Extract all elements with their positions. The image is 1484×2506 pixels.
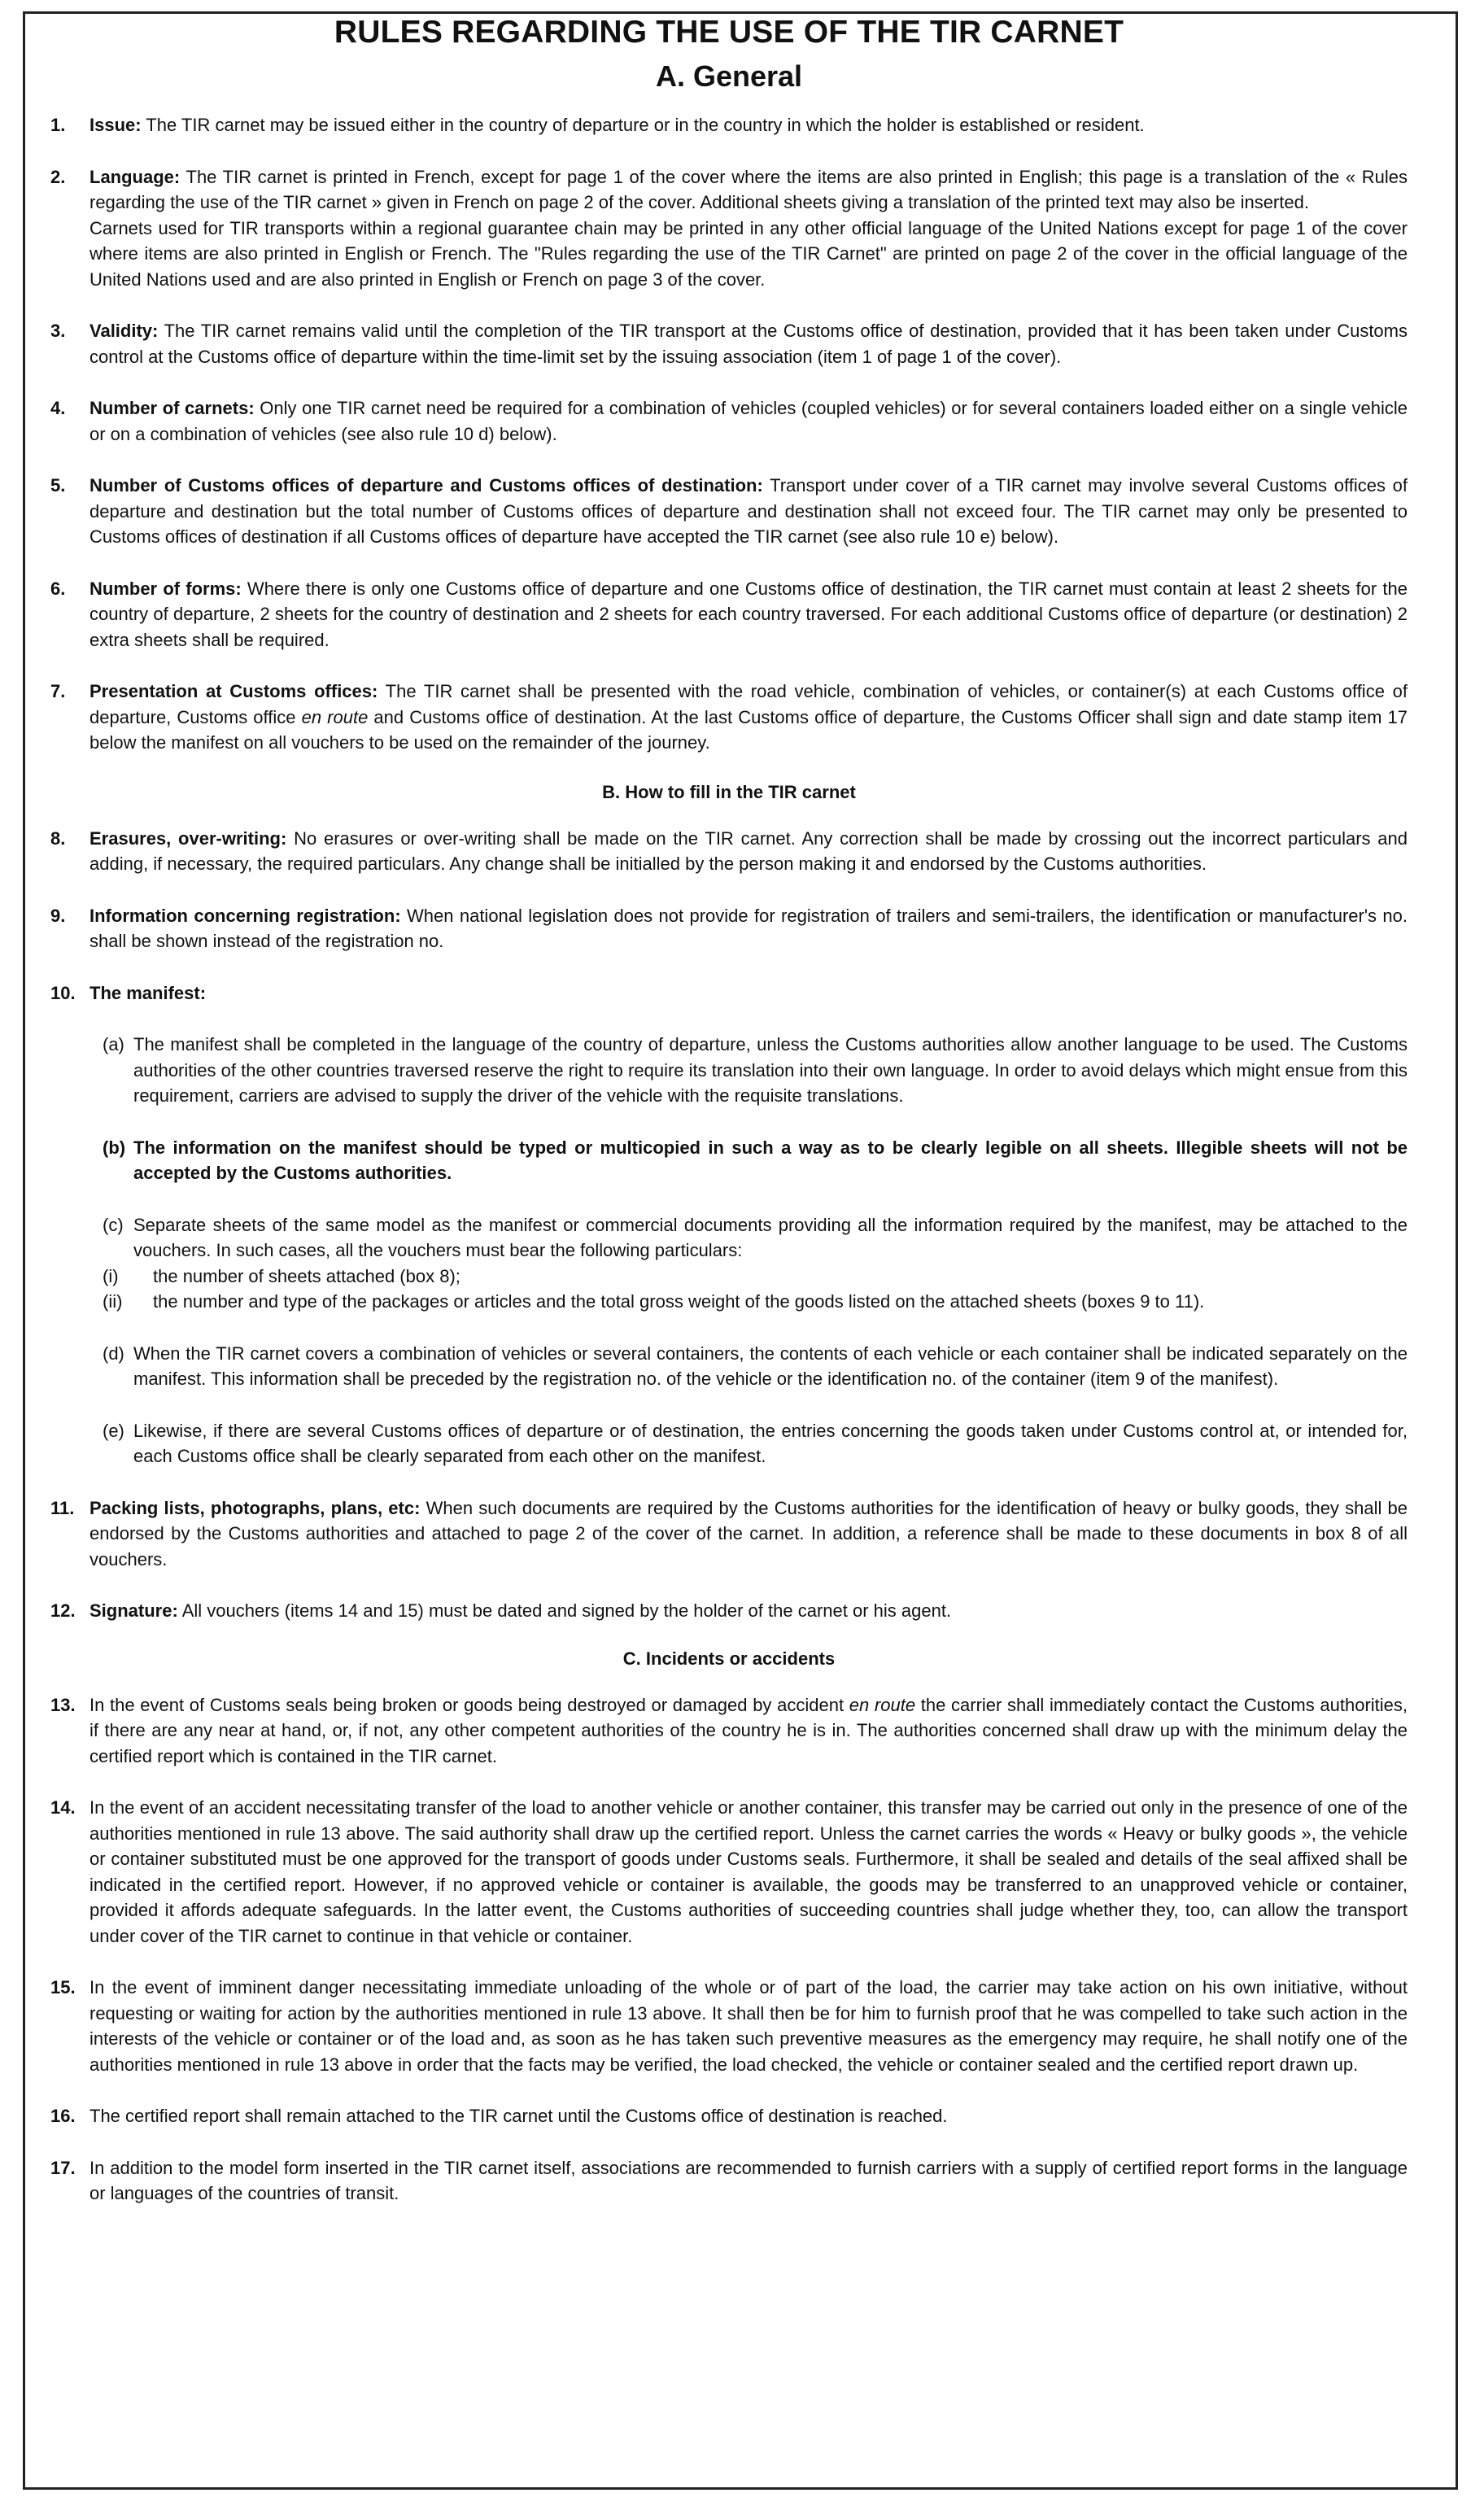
item-text: The manifest shall be completed in the language of the country of departure, unless the Customs authorities allow another language to be used. The Customs authorities of the other countries traversed reserve the right to require its translation into their own language. In order to avoid delays which might ensue from this requirement, carriers are advised to supply the driver of the vehicle with the requisite translations. — [133, 1034, 1408, 1106]
rule-text: the carrier shall immediately contact the Customs authorities, if there are any near at hand, or, if not, any other competent authorities of the country he is in. The authorities concerned shall draw up with the minimum delay the certified report which is contained in the TIR carnet. — [89, 1694, 1408, 1766]
rule-text-italic: en route — [849, 1694, 916, 1715]
rule-3 — [50, 318, 1408, 369]
rule-1 — [50, 112, 1408, 138]
rule-heading: Number of Customs offices of departure and Customs offices of destination: — [89, 475, 763, 496]
rule-text: The TIR carnet is printed in French, except for page 1 of the cover where the items are also printed in English; this page is a translation of the « Rules regarding the use of the TIR carnet » given in French on page 2 of the cover. Additional sheets giving a translation of the printed text may also be inserted. — [89, 166, 1408, 212]
rule-text: In the event of imminent danger necessitating immediate unloading of the whole or of part of the load, the carrier may take action on his own initiative, without requesting or waiting for action by the authorities mentioned in rule 13 above. It shall then be for him to furnish proof that he was compelled to take such action in the interests of the vehicle or container or of the load and, as soon as he has taken such preventive measures as the emergency may require, he shall notify one of the authorities mentioned in rule 13 above in order that the facts may be verified, the load checked, the vehicle or container sealed and the certified report drawn up. — [89, 1977, 1408, 2075]
rule-14 — [50, 1795, 1408, 1949]
item-text: The information on the manifest should be typed or multicopied in such a way as to be clearly legible on all sheets. Illegible sheets will not be accepted by the Customs authorities. — [133, 1137, 1408, 1183]
rule-5 — [50, 473, 1408, 550]
item-text: Likewise, if there are several Customs offices of departure or of destination, the entries concerning the goods taken under Customs control at, or intended for, each Customs office shall be clearly separated from each other on the manifest. — [133, 1420, 1408, 1466]
rule-number: 8. — [50, 827, 66, 849]
document-title: RULES REGARDING THE USE OF THE TIR CARNET — [334, 15, 1124, 50]
rule-10-item-c — [103, 1212, 1408, 1315]
item-label: (d) — [103, 1342, 124, 1364]
rule-text: Transport under cover of a TIR carnet may involve several Customs offices of departure and destination but the total number of Customs offices of departure and destination shall not exceed four. The TIR carnet may only be presented to Customs offices of destination if all Customs offices of departure have accepted the TIR carnet (see also rule 10 e) below). — [89, 475, 1408, 547]
rule-11 — [50, 1495, 1408, 1573]
rule-text: The TIR carnet shall be presented with the road vehicle, combination of vehicles, or container(s) at each Customs office of departure, Customs office — [89, 681, 1408, 727]
rule-heading: The manifest: — [89, 982, 207, 1003]
item-label: (a) — [103, 1034, 124, 1054]
item-label: (ii) — [103, 1291, 123, 1312]
rule-text: When national legislation does not provide for registration of trailers and semi-trailers, the identification or manufacturer's no. shall be shown instead of the registration no. — [89, 905, 1408, 951]
rule-text: All vouchers (items 14 and 15) must be dated and signed by the holder of the carnet or his agent. — [177, 1600, 952, 1621]
rule-12 — [50, 1598, 1408, 1624]
section-a-heading: A. General — [655, 59, 803, 93]
rule-number: 10. — [50, 982, 76, 1003]
rule-number: 7. — [50, 681, 66, 701]
rule-number: 15. — [50, 1977, 76, 1997]
item-text: Separate sheets of the same model as the manifest or commercial documents providing all the information required by the manifest, may be attached to the vouchers. In such cases, all the vouchers must bear the following particulars: — [133, 1214, 1408, 1260]
rule-7 — [50, 679, 1408, 756]
rule-number: 5. — [50, 475, 66, 496]
item-label: (c) — [103, 1214, 124, 1235]
rule-9 — [50, 903, 1408, 954]
rule-number: 3. — [50, 321, 66, 341]
rule-17 — [50, 2155, 1408, 2207]
rule-10-item-d — [103, 1341, 1408, 1392]
rule-10-item-e — [103, 1418, 1408, 1469]
rule-2 — [50, 164, 1408, 293]
item-text: the number of sheets attached (box 8); — [153, 1265, 460, 1286]
section-b-heading: B. How to fill in the TIR carnet — [602, 781, 856, 802]
rule-text: In the event of an accident necessitating transfer of the load to another vehicle or another container, this transfer may be carried out only in the presence of one of the authorities mentioned in rule 13 above. The said authority shall draw up the certified report. Unless the carnet carries the words « Heavy or bulky goods », the vehicle or container substituted must be one approved for the transport of goods under Customs seals. Furthermore, it shall be sealed and details of the seal affixed shall be indicated in the certified report. However, if no approved vehicle or container is available, the goods may be transferred to an unapproved vehicle or container, provided it affords adequate safeguards. In the latter event, the Customs authorities of succeeding countries shall judge whether they, too, can allow the transport under cover of the TIR carnet to continue in that vehicle or container. — [89, 1797, 1408, 1946]
rule-10-item-c-i — [103, 1264, 1408, 1290]
rule-text-italic: en route — [301, 706, 369, 727]
rule-heading: Number of carnets: — [89, 398, 255, 418]
item-label: (b) — [103, 1137, 126, 1158]
rule-text: In addition to the model form inserted in the TIR carnet itself, associations are recommended to furnish carriers with a supply of certified report forms in the language or languages of the countries of transit. — [89, 2157, 1408, 2203]
rule-text: The TIR carnet remains valid until the completion of the TIR transport at the Customs office of destination, provided that it has been taken under Customs control at the Customs office of departure within the time-limit set by the issuing association (item 1 of page 1 of the cover). — [89, 321, 1408, 367]
rule-10-item-a — [103, 1032, 1408, 1109]
rule-heading: Validity: — [89, 321, 159, 341]
rule-text: The TIR carnet may be issued either in the country of departure or in the country in which the holder is established or resident. — [141, 115, 1145, 135]
rule-heading: Packing lists, photographs, plans, etc: — [89, 1497, 421, 1518]
rule-heading: Signature: — [89, 1600, 178, 1621]
rule-number: 14. — [50, 1797, 76, 1818]
rule-text: Only one TIR carnet need be required for a combination of vehicles (coupled vehicles) or for several containers loaded either on a single vehicle or on a combination of vehicles (see also rule 10 d) below). — [89, 398, 1408, 444]
rule-10-item-c-ii — [103, 1289, 1408, 1315]
rule-number: 17. — [50, 2157, 76, 2178]
item-label: (i) — [103, 1265, 119, 1286]
rule-number: 2. — [50, 166, 66, 187]
rule-text: No erasures or over-writing shall be made on the TIR carnet. Any correction shall be made by crossing out the incorrect particulars and adding, if necessary, the required particulars. Any change shall be initialled by the person making it and endorsed by the Customs authorities. — [89, 827, 1408, 874]
rule-8 — [50, 826, 1408, 877]
rule-6 — [50, 576, 1408, 653]
rule-text: When such documents are required by the Customs authorities for the identification of heavy or bulky goods, they shall be endorsed by the Customs authorities and attached to page 2 of the cover of the carnet. In addition, a reference shall be made to these documents in box 8 of all vouchers. — [89, 1497, 1408, 1570]
rule-text: In the event of Customs seals being broken or goods being destroyed or damaged by accident — [89, 1694, 849, 1715]
rule-heading: Number of forms: — [89, 578, 242, 599]
rule-13 — [50, 1692, 1408, 1770]
rule-heading: Erasures, over-writing: — [89, 827, 287, 849]
section-c-heading: C. Incidents or accidents — [622, 1648, 836, 1669]
rule-16 — [50, 2103, 1408, 2129]
rule-number: 16. — [50, 2106, 76, 2126]
item-text: When the TIR carnet covers a combination of vehicles or several containers, the contents of each vehicle or each container shall be indicated separately on the manifest. This information shall be preceded by the registration no. of the vehicle or the identification no. of the container (item 9 of the manifest). — [133, 1342, 1408, 1389]
rule-number: 1. — [50, 115, 66, 135]
rule-15 — [50, 1975, 1408, 2077]
rule-10-item-b — [103, 1135, 1408, 1186]
rule-text: The certified report shall remain attached to the TIR carnet until the Customs office of destination is reached. — [89, 2106, 948, 2126]
rule-number: 9. — [50, 905, 66, 926]
rule-number: 6. — [50, 578, 66, 599]
rule-heading: Language: — [89, 166, 181, 187]
rule-number: 12. — [50, 1600, 76, 1621]
item-text: the number and type of the packages or articles and the total gross weight of the goods listed on the attached sheets (boxes 9 to 11). — [153, 1291, 1205, 1312]
rule-10 — [50, 980, 1408, 1006]
rule-heading: Presentation at Customs offices: — [89, 681, 378, 701]
rule-heading: Information concerning registration: — [89, 905, 401, 926]
document — [50, 0, 1408, 2207]
rule-number: 13. — [50, 1694, 76, 1715]
rule-text: and Customs office of destination. At the last Customs office of departure, the Customs Officer shall sign and date stamp item 17 below the manifest on all vouchers to be used on the remainder of the journey. — [89, 706, 1408, 753]
rule-number: 11. — [50, 1497, 75, 1518]
rule-text: Where there is only one Customs office of departure and one Customs office of destination, the TIR carnet must contain at least 2 sheets for the country of departure, 2 sheets for the country of destination and 2 sheets for each country traversed. For each additional Customs office of departure (or destination) 2 extra sheets shall be required. — [89, 578, 1408, 650]
item-label: (e) — [103, 1420, 124, 1441]
rule-text-continued: Carnets used for TIR transports within a regional guarantee chain may be printed in any other official language of the United Nations except for page 1 of the cover where items are also printed in English or French. The "Rules regarding the use of the TIR Carnet" are printed on page 2 of the cover in the official language of the United Nations used and are also printed in English or French on page 3 of the cover. — [89, 217, 1408, 290]
rule-heading: Issue: — [89, 115, 142, 135]
rule-number: 4. — [50, 398, 66, 418]
rule-4 — [50, 395, 1408, 447]
